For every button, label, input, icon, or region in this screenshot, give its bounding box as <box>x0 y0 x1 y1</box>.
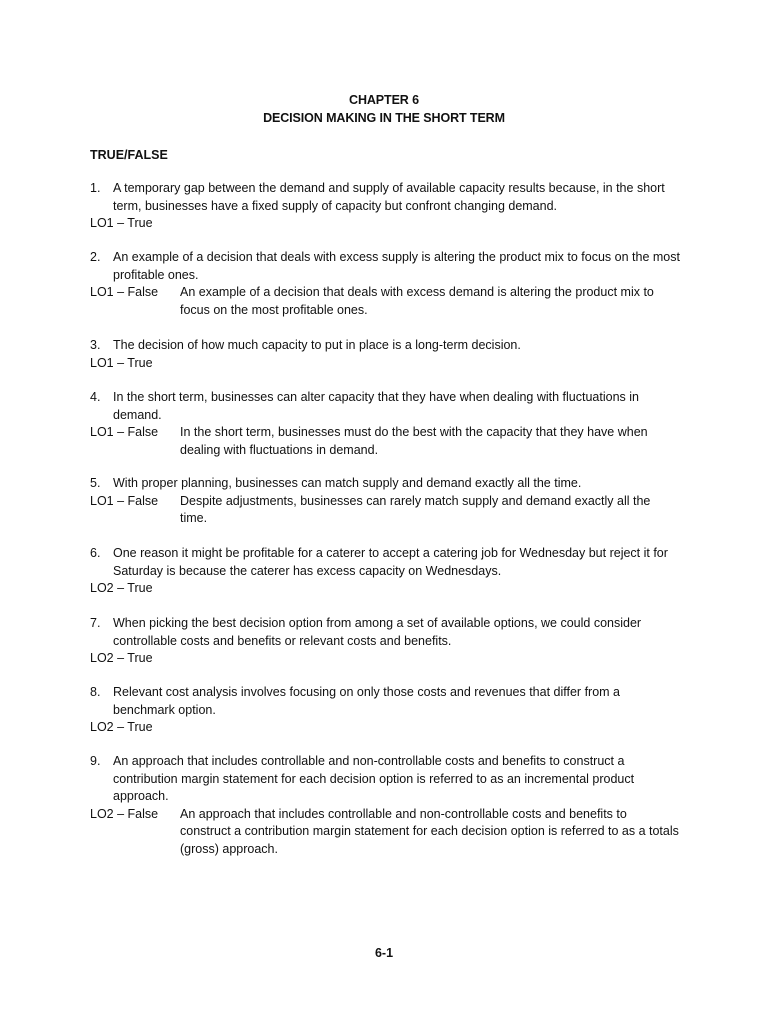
question-number: 6. <box>90 546 101 560</box>
answer-line <box>90 650 680 668</box>
question-item <box>90 753 680 858</box>
answer-tag: LO2 – True <box>90 651 153 665</box>
question-text: One reason it might be profitable for a caterer to accept a catering job for Wednesday but reject it for Saturday is because the caterer has excess capacity on Wednesdays. <box>113 546 668 578</box>
answer-explanation <box>90 215 680 233</box>
question-number: 5. <box>90 476 101 490</box>
answer-tag: LO1 – True <box>90 216 153 230</box>
answer-explanation <box>90 580 680 598</box>
question-item <box>90 389 680 459</box>
question-item <box>90 180 680 233</box>
answer-tag: LO1 – True <box>90 355 153 370</box>
answer-line <box>90 580 680 598</box>
answer-explanation <box>90 355 680 373</box>
answer-line <box>90 355 680 373</box>
question-number: 1. <box>90 181 101 195</box>
question-text: With proper planning, businesses can match supply and demand exactly all the time. <box>113 476 582 490</box>
question-number: 9. <box>90 754 101 768</box>
question-text-block <box>90 249 680 284</box>
question-text-block <box>90 615 680 650</box>
answer-tag: LO2 – False <box>90 806 159 821</box>
answer-line <box>90 806 680 859</box>
answer-explanation: An approach that includes controllable and non-controllable costs and benefits to construct a contribution margin statement for each decision option is referred to as a totals (gross) approach. <box>180 806 679 856</box>
question-text: A temporary gap between the demand and supply of available capacity results because, in the short term, businesses have a fixed supply of capacity but confront changing demand. <box>113 181 665 213</box>
chapter-title: DECISION MAKING IN THE SHORT TERM <box>263 111 505 125</box>
chapter-label: CHAPTER 6 <box>349 93 419 107</box>
question-text: When picking the best decision option from among a set of available options, we could consider controllable costs and benefits or relevant costs and benefits. <box>113 616 642 648</box>
question-number: 7. <box>90 616 101 630</box>
question-number: 2. <box>90 250 101 264</box>
question-text: An example of a decision that deals with excess supply is altering the product mix to focus on the most profitable ones. <box>113 250 680 282</box>
question-text-block <box>90 180 680 215</box>
answer-tag: LO1 – False <box>90 493 159 508</box>
answer-explanation: Despite adjustments, businesses can rarely match supply and demand exactly all the time. <box>180 493 651 525</box>
question-item <box>90 615 680 668</box>
question-number: 8. <box>90 685 101 699</box>
question-text: Relevant cost analysis involves focusing on only those costs and revenues that differ from a benchmark option. <box>113 685 620 717</box>
question-item <box>90 249 680 319</box>
question-text-block <box>90 389 680 424</box>
answer-line <box>90 719 680 737</box>
question-text-block <box>90 753 680 806</box>
section-title: TRUE/FALSE <box>90 148 168 162</box>
question-text-block <box>90 684 680 719</box>
question-text: The decision of how much capacity to put in place is a long-term decision. <box>113 338 521 352</box>
answer-explanation: An example of a decision that deals with excess demand is altering the product mix to focus on the most profitable ones. <box>180 285 654 317</box>
answer-tag: LO2 – True <box>90 720 153 734</box>
question-item <box>90 475 680 528</box>
answer-tag: LO1 – False <box>90 285 159 299</box>
question-number: 3. <box>90 338 101 352</box>
question-text: An approach that includes controllable and non-controllable costs and benefits to construct a contribution margin statement for each decision option is referred to as an incremental product approach. <box>113 754 635 803</box>
answer-line <box>90 284 680 319</box>
answer-explanation <box>90 719 680 737</box>
question-text-block <box>90 337 680 355</box>
question-text-block <box>90 475 680 493</box>
answer-tag: LO2 – True <box>90 581 153 595</box>
question-text-block <box>90 545 680 580</box>
question-item <box>90 684 680 737</box>
answer-line <box>90 493 680 528</box>
answer-line <box>90 424 680 459</box>
question-number: 4. <box>90 390 101 404</box>
answer-line <box>90 215 680 233</box>
answer-explanation: In the short term, businesses must do the best with the capacity that they have when dealing with fluctuations in demand. <box>180 425 648 457</box>
question-item <box>90 337 680 372</box>
question-item <box>90 545 680 598</box>
question-text: In the short term, businesses can alter capacity that they have when dealing with fluctuations in demand. <box>113 390 639 422</box>
answer-tag: LO1 – False <box>90 425 159 439</box>
answer-explanation <box>90 650 680 668</box>
page-number: 6-1 <box>374 946 394 960</box>
